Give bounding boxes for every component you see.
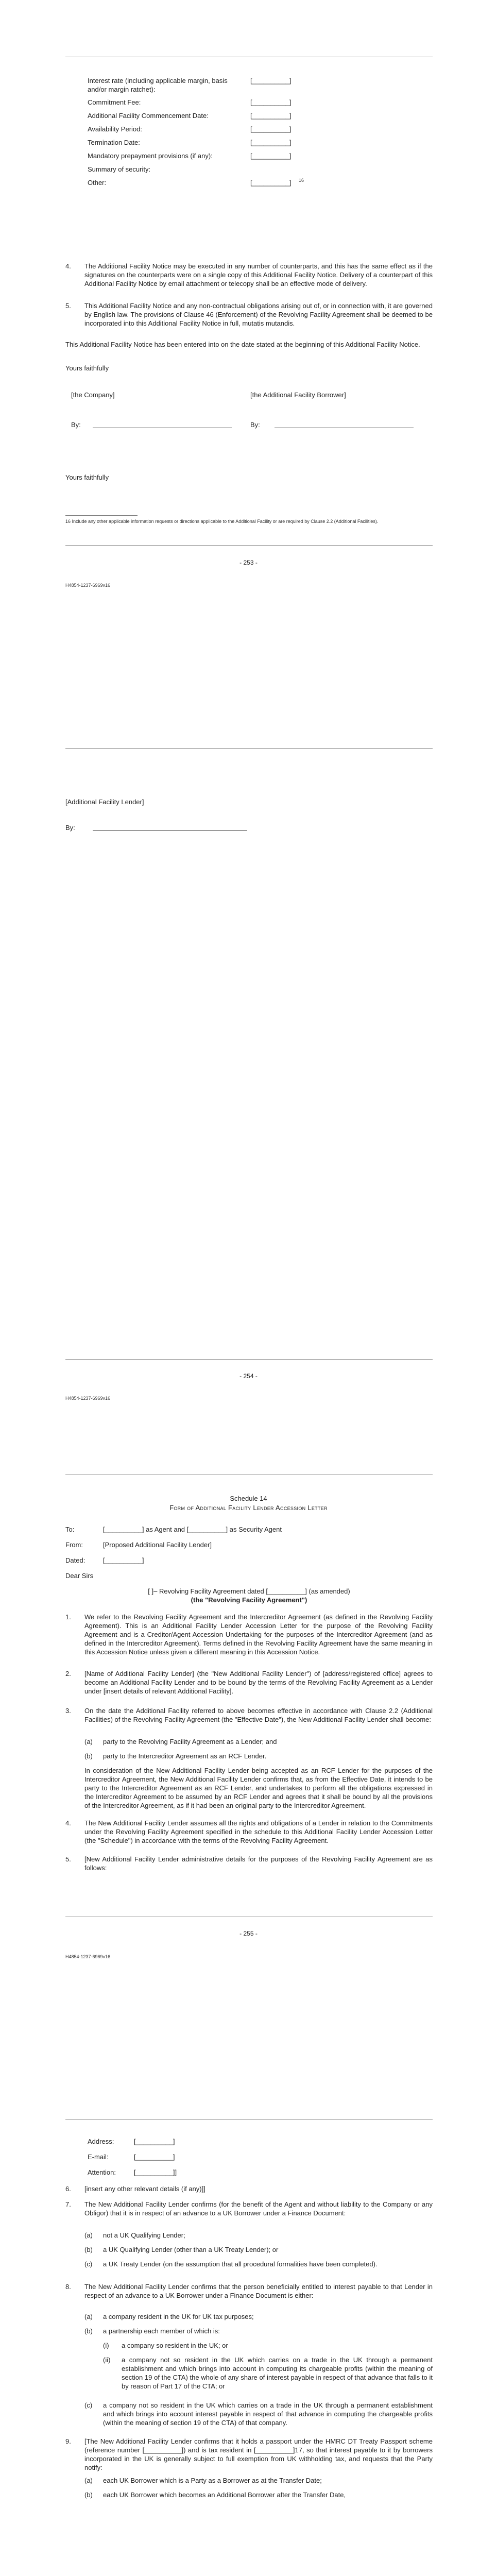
paragraph-7c: a UK Treaty Lender (on the assumption that all procedural formalities have been completed). bbox=[103, 2260, 378, 2268]
agreement-heading: [ ]– Revolving Facility Agreement dated [__________] (as amended) bbox=[148, 1587, 350, 1595]
address-value: [__________] bbox=[134, 2138, 175, 2145]
paragraph-3-consideration: In consideration of the New Additional Facility Lender being accepted as an RCF Lender for the purposes of the Intercreditor Agreement, the New Additional Facility Lender confirms that, as from the Effective Date, it intends to be party to the Intercreditor Agreement as an RCF Lender, and undertakes to perform all the obligations expressed in the Intercreditor Agreement to be assumed by an RCF Lender and agrees that it shall be bound by all the provisions of the Intercreditor Agreement, as if it had been an original party to the Intercreditor Agreement. bbox=[84, 1767, 433, 1809]
page-top-rule bbox=[65, 2119, 433, 2120]
signatory-lender: [Additional Facility Lender] bbox=[65, 798, 144, 806]
term-value: [__________] bbox=[250, 152, 292, 160]
subparagraph-number: (a) bbox=[84, 1738, 93, 1745]
address-label: Address: bbox=[88, 2138, 114, 2145]
term-value: [__________] bbox=[250, 125, 292, 133]
paragraph-number: 3. bbox=[65, 1707, 71, 1715]
page-top-rule bbox=[65, 1474, 433, 1475]
schedule-heading: Schedule 14 bbox=[230, 1495, 267, 1502]
paragraph-2: [Name of Additional Facility Lender] (the "New Additional Facility Lender") of [address/registered office] agrees to become an Additional Facility Lender and to be bound by the terms of the Revolving Facility Agreement as a Lender under [insert details of relevant Additional Facility]. bbox=[84, 1670, 433, 1695]
paragraph-number: 5. bbox=[65, 1855, 71, 1863]
term-label: Summary of security: bbox=[88, 165, 151, 173]
paragraph-3: On the date the Additional Facility referred to above becomes effective in accordance with Clause 2.2 (Additional Facilities) of the Revolving Facility Agreement (the "Effective Date"), the New Additional Facility Lender shall become: bbox=[84, 1707, 433, 1723]
subparagraph-number: (b) bbox=[84, 2491, 93, 2499]
term-label: Interest rate (including applicable margin, basis and/or margin ratchet): bbox=[88, 77, 228, 93]
page-number: - 255 - bbox=[239, 1930, 258, 1937]
paragraph-number: 2. bbox=[65, 1670, 71, 1677]
paragraph-number: 1. bbox=[65, 1613, 71, 1621]
page-top-rule bbox=[65, 748, 433, 749]
paragraph-number: 9. bbox=[65, 2437, 71, 2445]
document-reference: H4854-1237-6969v16 bbox=[65, 1396, 111, 1401]
by-label: By: bbox=[71, 421, 81, 429]
paragraph-5: [New Additional Facility Lender administrative details for the purposes of the Revolving Facility Agreement are as follows: bbox=[84, 1855, 433, 1872]
yours-faithfully: Yours faithfully bbox=[65, 364, 109, 372]
paragraph-8b-i: a company so resident in the UK; or bbox=[122, 2342, 228, 2349]
term-label: Availability Period: bbox=[88, 125, 142, 133]
page-bottom-rule bbox=[65, 545, 433, 546]
subparagraph-number: (b) bbox=[84, 2246, 93, 2253]
document-reference: H4854-1237-6969v16 bbox=[65, 583, 111, 588]
paragraph-number: 8. bbox=[65, 2283, 71, 2291]
to-label: To: bbox=[65, 1526, 75, 1533]
paragraph-7b: a UK Qualifying Lender (other than a UK Treaty Lender); or bbox=[103, 2246, 279, 2253]
by-label: By: bbox=[65, 824, 75, 832]
paragraph-7a: not a UK Qualifying Lender; bbox=[103, 2231, 185, 2239]
paragraph-3a: party to the Revolving Facility Agreement as a Lender; and bbox=[103, 1738, 277, 1745]
page-number: - 253 - bbox=[239, 559, 258, 566]
email-value: [__________] bbox=[134, 2153, 175, 2161]
paragraph-8: The New Additional Facility Lender confirms that the person beneficially entitled to interest payable to that Lender in respect of an advance to a UK Borrower under a Finance Document is either: bbox=[84, 2283, 433, 2299]
subparagraph-number: (i) bbox=[103, 2342, 109, 2349]
paragraph-number: 7. bbox=[65, 2200, 71, 2208]
subparagraph-number: (c) bbox=[84, 2401, 93, 2409]
document-reference: H4854-1237-6969v16 bbox=[65, 1954, 111, 1959]
term-value: [__________] bbox=[250, 139, 292, 146]
term-label: Mandatory prepayment provisions (if any): bbox=[88, 152, 213, 160]
subparagraph-number: (a) bbox=[84, 2313, 93, 2320]
footnote-marker: 16 bbox=[299, 178, 304, 183]
dated-label: Dated: bbox=[65, 1556, 85, 1564]
paragraph-number: 5. bbox=[65, 302, 71, 310]
paragraph-7: The New Additional Facility Lender confirms (for the benefit of the Agent and without liability to the Company or any Obligor) that it is in respect of an advance to a UK Borrower under a Finance Document: bbox=[84, 2200, 433, 2217]
footnote-16: 16 Include any other applicable information requests or directions applicable to the Additional Facility or are required by Clause 2.2 (Additional Facilities). bbox=[65, 519, 379, 524]
term-value: [__________] bbox=[250, 98, 292, 106]
salutation: Dear Sirs bbox=[65, 1572, 94, 1580]
paragraph-8b-ii: a company not so resident in the UK which carries on a trade in the UK through a permanent establishment and which brings into account in computing its chargeable profits (within the meaning of section 19 of the CTA) the whole of any share of interest payable in respect of that advance that falls to it by reason of Part 17 of the CTA; or bbox=[122, 2356, 433, 2390]
entered-into-statement: This Additional Facility Notice has been entered into on the date stated at the beginning of this Additional Facility Notice. bbox=[65, 341, 420, 348]
from-value: [Proposed Additional Facility Lender] bbox=[103, 1541, 212, 1549]
term-value: [__________] bbox=[250, 179, 292, 187]
footnote-rule bbox=[65, 515, 138, 516]
paragraph-8c: a company not so resident in the UK which carries on a trade in the UK through a permanent establishment and which brings into account interest payable in respect of that advance in computing the chargeable profits (within the meaning of section 19 of the CTA) of that company. bbox=[103, 2401, 433, 2427]
attention-label: Attention: bbox=[88, 2168, 116, 2176]
paragraph-number: 4. bbox=[65, 1819, 71, 1827]
paragraph-3b: party to the Intercreditor Agreement as an RCF Lender. bbox=[103, 1752, 267, 1760]
paragraph-4: The Additional Facility Notice may be executed in any number of counterparts, and this has the same effect as if the signatures on the counterparts were on a single copy of this Additional Facility Notice. Delivery of a counterpart of this Additional Facility Notice by email attachment or telecopy shall be an effective mode of delivery. bbox=[84, 262, 433, 287]
subparagraph-number: (a) bbox=[84, 2231, 93, 2239]
signatory-borrower: [the Additional Facility Borrower] bbox=[250, 391, 346, 399]
term-value: [__________] bbox=[250, 112, 292, 120]
dated-value: [__________] bbox=[103, 1556, 144, 1564]
paragraph-number: 6. bbox=[65, 2185, 71, 2193]
subparagraph-number: (b) bbox=[84, 2327, 93, 2335]
subparagraph-number: (c) bbox=[84, 2260, 93, 2268]
by-label: By: bbox=[250, 421, 260, 429]
subparagraph-number: (ii) bbox=[103, 2356, 111, 2364]
subparagraph-number: (a) bbox=[84, 2477, 93, 2484]
paragraph-6: [insert any other relevant details (if any)]] bbox=[84, 2185, 205, 2193]
paragraph-8b: a partnership each member of which is: bbox=[103, 2327, 220, 2335]
email-label: E-mail: bbox=[88, 2153, 109, 2161]
yours-faithfully: Yours faithfully bbox=[65, 473, 109, 481]
subparagraph-number: (b) bbox=[84, 1752, 93, 1760]
from-label: From: bbox=[65, 1541, 83, 1549]
paragraph-4: The New Additional Facility Lender assumes all the rights and obligations of a Lender in relation to the Commitments under the Revolving Facility Agreement specified in the schedule to this Additional Facility Lender Accession Letter (the "Schedule") in accordance with the terms of the Revolving Facility Agreement. bbox=[84, 1819, 433, 1844]
agreement-heading-defined: (the "Revolving Facility Agreement") bbox=[191, 1596, 307, 1604]
signatory-company: [the Company] bbox=[71, 391, 115, 399]
paragraph-8a: a company resident in the UK for UK tax purposes; bbox=[103, 2313, 254, 2320]
paragraph-9a: each UK Borrower which is a Party as a Borrower as at the Transfer Date; bbox=[103, 2477, 322, 2484]
paragraph-1: We refer to the Revolving Facility Agreement and the Intercreditor Agreement (as defined in the Revolving Facility Agreement). This is an Additional Facility Lender Accession Letter for the purpose of the Revolving Facility Agreement and is a Creditor/Agent Accession Undertaking for the purposes of the Intercreditor Agreement (and as defined in the Intercreditor Agreement). Terms defined in the Revolving Facility Agreement have the same meaning in this Accession Notice unless given a different meaning in this Accession Notice. bbox=[84, 1613, 433, 1656]
to-value: [__________] as Agent and [__________] as Security Agent bbox=[103, 1526, 282, 1533]
paragraph-9b: each UK Borrower which becomes an Additional Borrower after the Transfer Date, bbox=[103, 2491, 346, 2499]
page-bottom-rule bbox=[65, 1359, 433, 1360]
page-number: - 254 - bbox=[239, 1372, 258, 1380]
paragraph-5: This Additional Facility Notice and any non-contractual obligations arising out of, or in connection with, it are governed by English law. The provisions of Clause 46 (Enforcement) of the Revolving Facility Agreement shall be deemed to be incorporated into this Additional Facility Notice in full, mutatis mutandis. bbox=[84, 302, 433, 327]
term-label: Other: bbox=[88, 179, 107, 187]
paragraph-9: [The New Additional Facility Lender confirms that it holds a passport under the HMRC DT Treaty Passport scheme (reference number [__________]) and is tax resident in [__________]17, so that interest payable to it by borrowers incorporated in the UK is generally subject to full exemption from UK withholding tax, and requests that the Party notify: bbox=[84, 2437, 433, 2471]
term-label: Additional Facility Commencement Date: bbox=[88, 112, 209, 120]
term-label: Termination Date: bbox=[88, 139, 140, 146]
attention-value: [__________]] bbox=[134, 2168, 177, 2176]
paragraph-number: 4. bbox=[65, 262, 71, 270]
schedule-title: Form of Additional Facility Lender Accession Letter bbox=[169, 1504, 328, 1512]
term-value: [__________] bbox=[250, 77, 292, 84]
term-label: Commitment Fee: bbox=[88, 98, 141, 106]
